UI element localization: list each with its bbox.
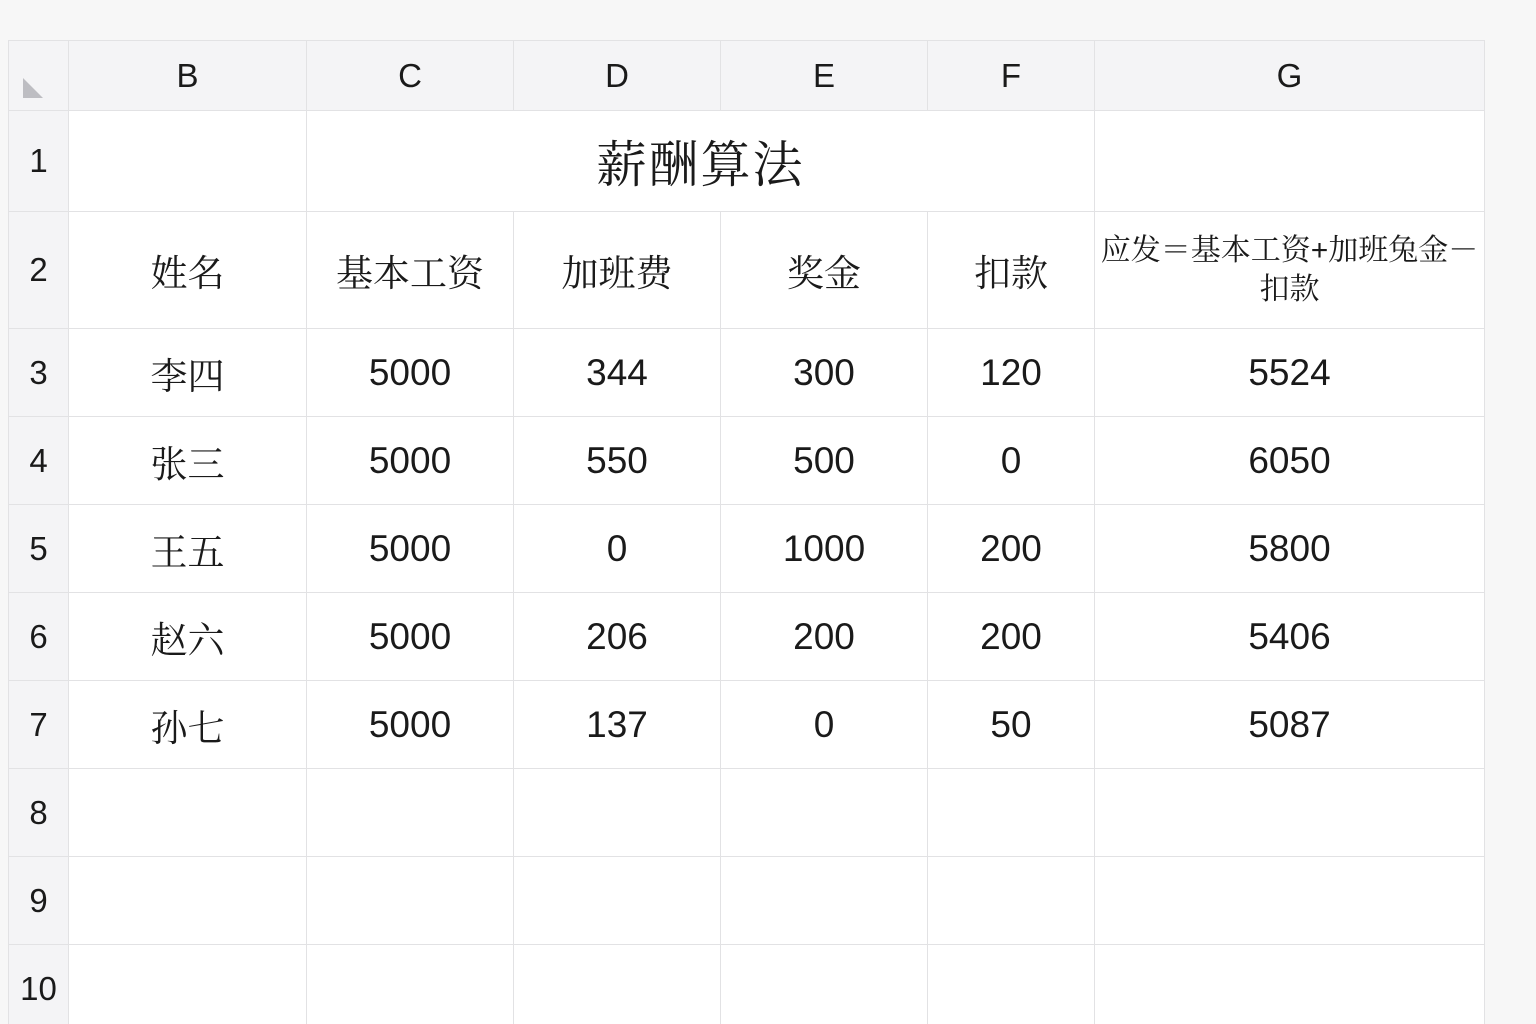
cell-b5[interactable]: 王五	[69, 505, 307, 593]
cell-b4[interactable]: 张三	[69, 417, 307, 505]
cell-f10[interactable]	[928, 945, 1095, 1024]
cell-c2-header-base[interactable]: 基本工资	[307, 212, 514, 329]
cell-b6[interactable]: 赵六	[69, 593, 307, 681]
row-header-8[interactable]: 8	[9, 769, 69, 857]
cell-f3[interactable]: 120	[928, 329, 1095, 417]
cell-g7[interactable]: 5087	[1095, 681, 1485, 769]
cell-b10[interactable]	[69, 945, 307, 1024]
select-all-corner[interactable]	[9, 41, 69, 111]
cell-g5[interactable]: 5800	[1095, 505, 1485, 593]
cell-d6[interactable]: 206	[514, 593, 721, 681]
cell-e3[interactable]: 300	[721, 329, 928, 417]
cell-d5[interactable]: 0	[514, 505, 721, 593]
table-row	[9, 857, 1485, 945]
row-header-3[interactable]: 3	[9, 329, 69, 417]
cell-e2-header-bonus[interactable]: 奖金	[721, 212, 928, 329]
row-header-5[interactable]: 5	[9, 505, 69, 593]
cell-title-merged[interactable]: 薪酬算法	[307, 111, 1095, 212]
column-header-row	[9, 41, 1485, 111]
row-header-7[interactable]: 7	[9, 681, 69, 769]
cell-f9[interactable]	[928, 857, 1095, 945]
cell-b2-header-name[interactable]: 姓名	[69, 212, 307, 329]
cell-d10[interactable]	[514, 945, 721, 1024]
cell-g6[interactable]: 5406	[1095, 593, 1485, 681]
table-row	[9, 111, 1485, 212]
cell-c6[interactable]: 5000	[307, 593, 514, 681]
table-row	[9, 417, 1485, 505]
cell-b1[interactable]	[69, 111, 307, 212]
column-header-e[interactable]: E	[721, 41, 928, 111]
cell-c3[interactable]: 5000	[307, 329, 514, 417]
column-header-c[interactable]: C	[307, 41, 514, 111]
row-header-1[interactable]: 1	[9, 111, 69, 212]
cell-b9[interactable]	[69, 857, 307, 945]
cell-f7[interactable]: 50	[928, 681, 1095, 769]
table-row	[9, 593, 1485, 681]
cell-e4[interactable]: 500	[721, 417, 928, 505]
table-row	[9, 329, 1485, 417]
cell-b3[interactable]: 李四	[69, 329, 307, 417]
cell-c5[interactable]: 5000	[307, 505, 514, 593]
cell-e6[interactable]: 200	[721, 593, 928, 681]
column-header-g[interactable]: G	[1095, 41, 1485, 111]
cell-g3[interactable]: 5524	[1095, 329, 1485, 417]
cell-g2-header-payable[interactable]: 应发＝基本工资+加班兔金－扣款	[1095, 212, 1485, 329]
cell-e7[interactable]: 0	[721, 681, 928, 769]
row-header-2[interactable]: 2	[9, 212, 69, 329]
table-row	[9, 212, 1485, 329]
cell-d2-header-overtime[interactable]: 加班费	[514, 212, 721, 329]
cell-e10[interactable]	[721, 945, 928, 1024]
cell-e9[interactable]	[721, 857, 928, 945]
cell-d4[interactable]: 550	[514, 417, 721, 505]
cell-c9[interactable]	[307, 857, 514, 945]
cell-f6[interactable]: 200	[928, 593, 1095, 681]
cell-d9[interactable]	[514, 857, 721, 945]
cell-g10[interactable]	[1095, 945, 1485, 1024]
column-header-f[interactable]: F	[928, 41, 1095, 111]
row-header-6[interactable]: 6	[9, 593, 69, 681]
column-header-b[interactable]: B	[69, 41, 307, 111]
cell-d8[interactable]	[514, 769, 721, 857]
cell-d7[interactable]: 137	[514, 681, 721, 769]
column-header-d[interactable]: D	[514, 41, 721, 111]
table-row	[9, 681, 1485, 769]
cell-e8[interactable]	[721, 769, 928, 857]
cell-g9[interactable]	[1095, 857, 1485, 945]
select-all-triangle-icon	[23, 78, 43, 98]
cell-d3[interactable]: 344	[514, 329, 721, 417]
cell-c7[interactable]: 5000	[307, 681, 514, 769]
cell-g1[interactable]	[1095, 111, 1485, 212]
cell-f2-header-deduction[interactable]: 扣款	[928, 212, 1095, 329]
cell-f8[interactable]	[928, 769, 1095, 857]
cell-c4[interactable]: 5000	[307, 417, 514, 505]
table-row	[9, 769, 1485, 857]
cell-f5[interactable]: 200	[928, 505, 1095, 593]
table-row	[9, 945, 1485, 1024]
row-header-10[interactable]: 10	[9, 945, 69, 1024]
row-header-4[interactable]: 4	[9, 417, 69, 505]
cell-c8[interactable]	[307, 769, 514, 857]
cell-f4[interactable]: 0	[928, 417, 1095, 505]
cell-g4[interactable]: 6050	[1095, 417, 1485, 505]
cell-b7[interactable]: 孙七	[69, 681, 307, 769]
cell-b8[interactable]	[69, 769, 307, 857]
table-row	[9, 505, 1485, 593]
cell-c10[interactable]	[307, 945, 514, 1024]
spreadsheet-grid[interactable]	[8, 40, 1485, 1024]
cell-e5[interactable]: 1000	[721, 505, 928, 593]
cell-g8[interactable]	[1095, 769, 1485, 857]
row-header-9[interactable]: 9	[9, 857, 69, 945]
